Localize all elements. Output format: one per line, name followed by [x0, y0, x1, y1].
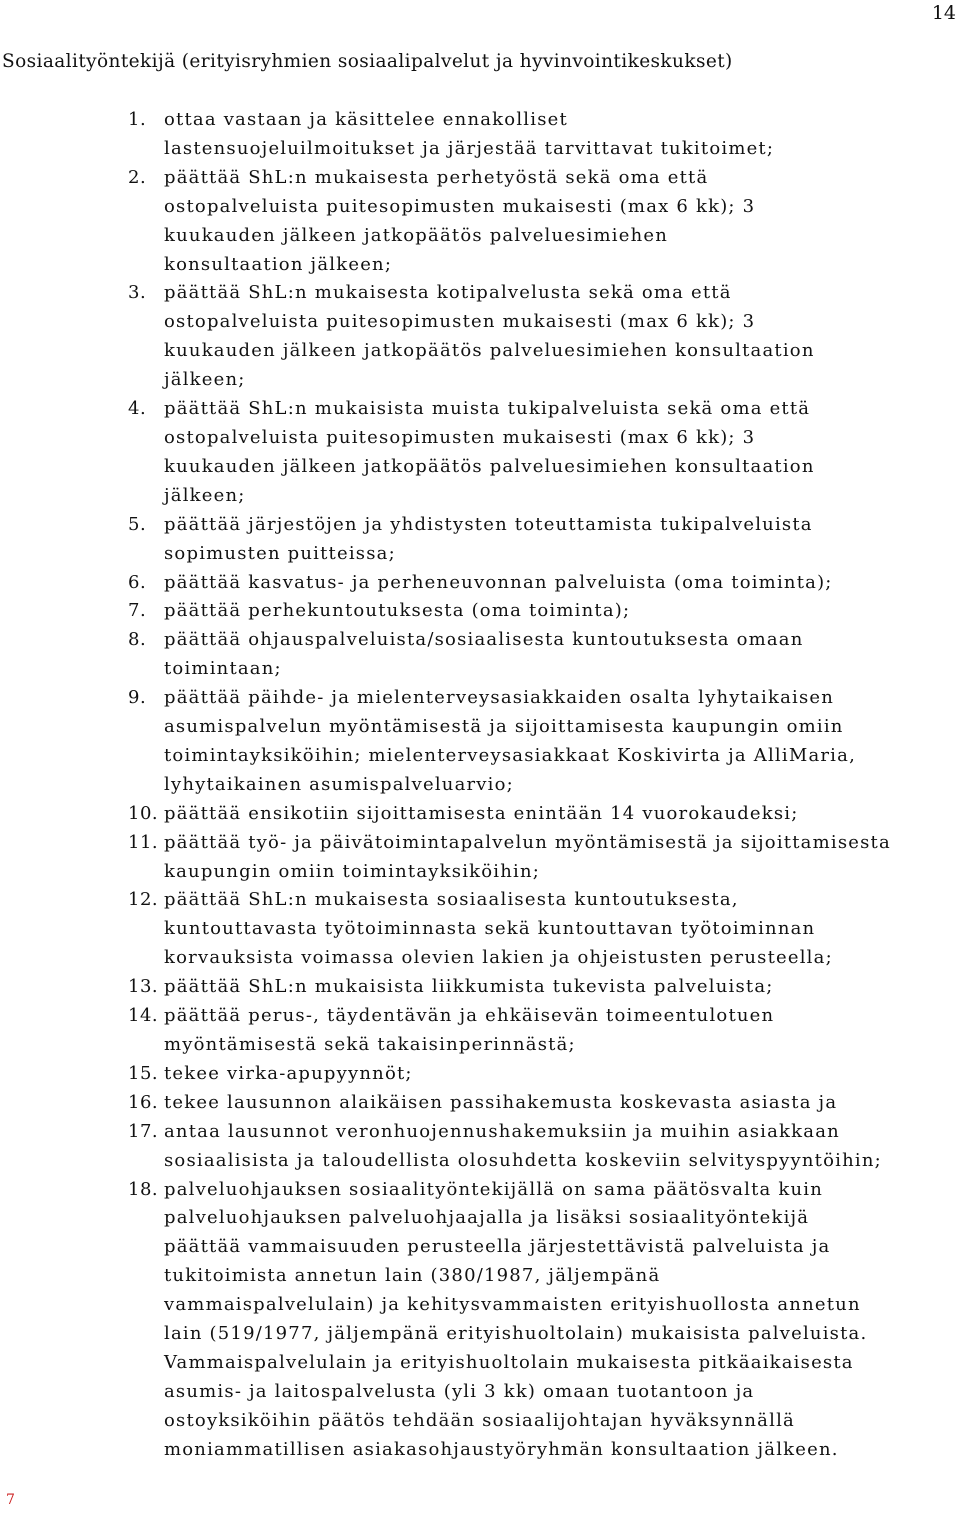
item-number: 10.: [128, 802, 159, 824]
item-number: 4.: [128, 398, 147, 420]
item-number: 1.: [128, 109, 147, 130]
list-item: [128, 1060, 958, 1089]
list-item: [128, 886, 958, 973]
list-item: [128, 164, 958, 280]
item-text: päättää ensikotiin sijoittamisesta enintään 14 vuorokaudeksi;: [164, 802, 799, 824]
item-number: 9.: [128, 687, 147, 709]
item-number: 2.: [128, 166, 147, 188]
list-item: [128, 1118, 958, 1176]
item-text: ottaa vastaan ja käsittelee ennakolliset lastensuojeluilmoitukset ja järjestää tarvittavat tukitoimet;: [164, 109, 775, 159]
list-item: [128, 829, 958, 887]
item-text: päättää ShL:n mukaisesta kotipalvelusta sekä oma että ostopalveluista puitesopimusten mukaisesti (max 6 kk); 3 kuukauden jälkeen jatkopäätös palveluesimiehen konsultaation jälkeen;: [164, 282, 815, 391]
footer-mark: 7: [6, 1492, 15, 1508]
item-number: 12.: [128, 889, 159, 911]
list-item: [128, 569, 958, 598]
item-text: antaa lausunnot veronhuojennushakemuksiin ja muihin asiakkaan sosiaalisista ja taloudellista olosuhdetta koskeviin selvityspyyntöihin;: [164, 1120, 882, 1171]
list-item: [128, 684, 958, 800]
item-number: 8.: [128, 629, 147, 651]
item-text: päättää perus-, täydentävän ja ehkäisevän toimeentulotuen myöntämisestä sekä takaisinperinnästä;: [164, 1005, 775, 1055]
item-text: tekee virka-apupyynnöt;: [164, 1062, 413, 1084]
item-number: 11.: [128, 831, 159, 853]
item-text: päättää järjestöjen ja yhdistysten toteuttamista tukipalveluista sopimusten puitteissa;: [164, 513, 813, 564]
list-item: [128, 511, 958, 569]
item-text: päättää ShL:n mukaisesta sosiaalisesta kuntoutuksesta, kuntouttavasta työtoiminnasta sekä kuntouttavan työtoiminnan korvauksista voimassa olevien lakien ja ohjeistusten perusteella;: [164, 889, 833, 969]
item-text: päättää ohjauspalveluista/sosiaalisesta kuntoutuksesta omaan toimintaan;: [164, 629, 804, 680]
item-number: 3.: [128, 282, 147, 304]
list-item: [128, 1089, 958, 1118]
list-item: [128, 973, 958, 1002]
item-number: 6.: [128, 571, 147, 593]
item-text: päättää päihde- ja mielenterveysasiakkaiden osalta lyhytaikaisen asumispalvelun myöntämisestä ja sijoittamisesta kaupungin omiin toimintayksiköihin; mielenterveysasiakkaat Koskivirta ja AlliMaria, lyhytaikainen asumispalveluarvio;: [164, 687, 856, 795]
item-text: päättää perhekuntoutuksesta (oma toiminta);: [164, 600, 631, 622]
item-number: 18.: [128, 1178, 159, 1200]
item-number: 15.: [128, 1062, 159, 1084]
list-item: [128, 800, 958, 829]
item-text: päättää ShL:n mukaisesta perhetyöstä sekä oma että ostopalveluista puitesopimusten mukaisesti (max 6 kk); 3 kuukauden jälkeen jatkopäätös palveluesimiehen konsultaation jälkeen;: [164, 166, 756, 275]
item-number: 13.: [128, 976, 159, 998]
responsibilities-list: [128, 106, 958, 1465]
item-text: päättää työ- ja päivätoimintapalvelun myöntämisestä ja sijoittamisesta kaupungin omiin toimintayksiköihin;: [164, 831, 891, 882]
item-text: päättää kasvatus- ja perheneuvonnan palveluista (oma toiminta);: [164, 571, 833, 593]
page-number: 14: [931, 2, 956, 24]
section-heading: Sosiaalityöntekijä (erityisryhmien sosiaalipalvelut ja hyvinvointikeskukset): [2, 51, 733, 72]
item-text: päättää ShL:n mukaisista liikkumista tukevista palveluista;: [164, 976, 774, 998]
item-text: päättää ShL:n mukaisista muista tukipalveluista sekä oma että ostopalveluista puitesopimusten mukaisesti (max 6 kk); 3 kuukauden jälkeen jatkopäätös palveluesimiehen konsultaation jälkeen;: [164, 398, 815, 506]
list-item: [128, 106, 958, 164]
list-item: [128, 597, 958, 626]
item-number: 7.: [128, 600, 147, 622]
item-text: tekee lausunnon alaikäisen passihakemusta koskevasta asiasta ja: [164, 1091, 838, 1113]
list-item: [128, 395, 958, 511]
list-item: [128, 626, 958, 684]
list-item: [128, 279, 958, 395]
item-text: palveluohjauksen sosiaalityöntekijällä on sama päätösvalta kuin palveluohjauksen palveluohjaajalla ja lisäksi sosiaalityöntekijä päättää vammaisuuden perusteella järjestettävistä palveluista ja tukitoimista annetun lain (380/1987, jäljempänä vammaispalvelulain) ja kehitysvammaisten erityishuollosta annetun lain (519/1977, jäljempänä erityishuoltolain) mukaisista palveluista. Vammaispalvelulain ja erityishuoltolain mukaisesta pitkäaikaisesta asumis- ja laitospalvelusta (yli 3 kk) omaan tuotantoon ja ostoyksiköihin päätös tehdään sosiaalijohtajan hyväksynnällä moniammatillisen asiakasohjaustyöryhmän konsultaation jälkeen.: [164, 1178, 868, 1460]
item-number: 17.: [128, 1120, 159, 1142]
item-number: 16.: [128, 1091, 159, 1113]
item-number: 14.: [128, 1005, 159, 1027]
list-item: [128, 1176, 958, 1465]
item-number: 5.: [128, 513, 147, 535]
list-item: [128, 1002, 958, 1060]
